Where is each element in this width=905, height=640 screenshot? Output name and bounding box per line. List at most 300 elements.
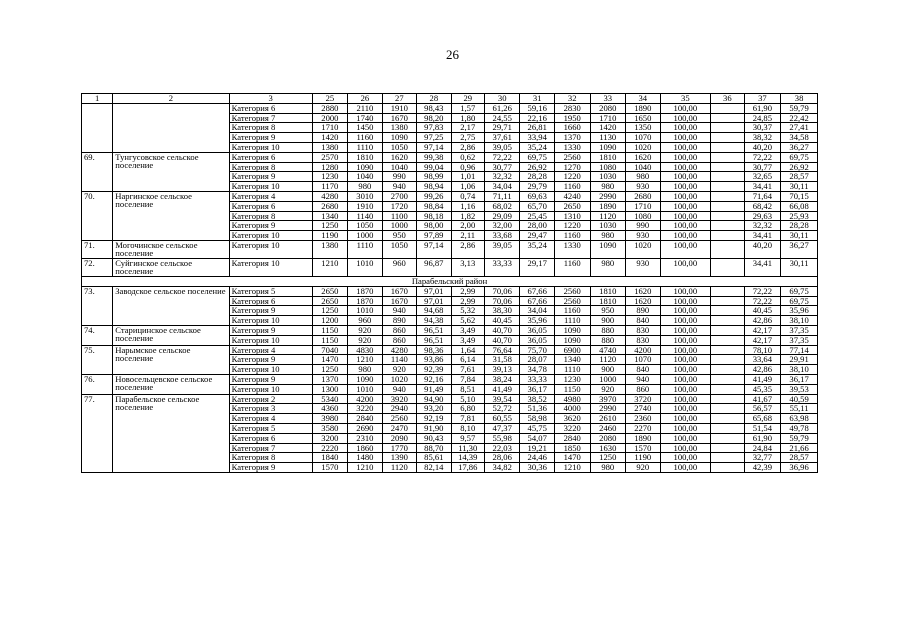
value-cell: 2650 <box>312 296 348 306</box>
value-cell: 1250 <box>312 365 348 375</box>
value-cell: 33,64 <box>744 355 781 365</box>
value-cell: 1150 <box>554 384 590 394</box>
value-cell: 900 <box>590 316 626 326</box>
value-cell: 980 <box>590 258 626 276</box>
value-cell: 1810 <box>590 296 626 306</box>
value-cell: 30,77 <box>484 162 520 172</box>
value-cell: 1160 <box>554 182 590 192</box>
value-cell <box>711 191 744 201</box>
value-cell: 1710 <box>590 113 626 123</box>
value-cell: 3920 <box>382 394 416 404</box>
value-cell: 97,01 <box>417 296 451 306</box>
value-cell: 32,32 <box>484 172 520 182</box>
value-cell: 100,00 <box>660 211 711 221</box>
value-cell: 38,10 <box>781 365 818 375</box>
value-cell: 840 <box>626 316 660 326</box>
value-cell: 30,11 <box>781 182 818 192</box>
value-cell: 100,00 <box>660 365 711 375</box>
value-cell: 1280 <box>312 162 348 172</box>
category-cell: Категория 6 <box>229 296 312 306</box>
value-cell: 38,52 <box>520 394 554 404</box>
value-cell: 96,51 <box>417 325 451 335</box>
value-cell: 17,86 <box>451 463 484 473</box>
value-cell: 96,51 <box>417 335 451 345</box>
value-cell: 100,00 <box>660 182 711 192</box>
value-cell: 1770 <box>382 443 416 453</box>
value-cell: 980 <box>590 463 626 473</box>
settlement-number: 70. <box>82 191 113 240</box>
category-cell: Категория 9 <box>229 306 312 316</box>
value-cell: 5,62 <box>451 316 484 326</box>
value-cell: 7,81 <box>451 414 484 424</box>
value-cell: 1050 <box>348 221 382 231</box>
header-cell: 29 <box>451 94 484 104</box>
value-cell: 27,41 <box>781 123 818 133</box>
value-cell <box>711 258 744 276</box>
value-cell: 890 <box>382 316 416 326</box>
value-cell: 94,38 <box>417 316 451 326</box>
value-cell: 72,22 <box>744 296 781 306</box>
value-cell: 900 <box>590 365 626 375</box>
category-cell: Категория 10 <box>229 365 312 375</box>
value-cell: 1250 <box>312 306 348 316</box>
value-cell <box>711 345 744 355</box>
value-cell: 1,16 <box>451 201 484 211</box>
value-cell <box>711 286 744 296</box>
value-cell: 960 <box>382 258 416 276</box>
value-cell: 1340 <box>312 211 348 221</box>
value-cell: 42,39 <box>744 463 781 473</box>
value-cell <box>711 133 744 143</box>
value-cell: 3980 <box>312 414 348 424</box>
category-cell: Категория 9 <box>229 133 312 143</box>
value-cell: 2360 <box>626 414 660 424</box>
value-cell: 34,82 <box>484 463 520 473</box>
value-cell: 76,64 <box>484 345 520 355</box>
value-cell: 0,74 <box>451 191 484 201</box>
value-cell: 1330 <box>554 142 590 152</box>
table-row <box>82 374 818 384</box>
value-cell: 1,01 <box>451 172 484 182</box>
value-cell: 67,66 <box>520 296 554 306</box>
value-cell: 69,75 <box>781 296 818 306</box>
value-cell: 1300 <box>312 384 348 394</box>
value-cell: 39,53 <box>781 384 818 394</box>
value-cell: 47,37 <box>484 423 520 433</box>
value-cell: 2680 <box>626 191 660 201</box>
value-cell: 33,68 <box>484 231 520 241</box>
value-cell <box>711 414 744 424</box>
value-cell: 45,35 <box>744 384 781 394</box>
value-cell: 880 <box>590 335 626 345</box>
value-cell: 1380 <box>312 240 348 258</box>
value-cell: 860 <box>382 335 416 345</box>
value-cell: 2570 <box>312 152 348 162</box>
value-cell <box>711 423 744 433</box>
value-cell: 100,00 <box>660 325 711 335</box>
value-cell: 4200 <box>348 394 382 404</box>
value-cell <box>711 433 744 443</box>
value-cell: 38,10 <box>781 316 818 326</box>
settlement-number: 71. <box>82 240 113 258</box>
value-cell: 3720 <box>626 394 660 404</box>
value-cell: 92,19 <box>417 414 451 424</box>
value-cell: 49,78 <box>781 423 818 433</box>
value-cell <box>711 325 744 335</box>
value-cell: 100,00 <box>660 191 711 201</box>
value-cell: 1160 <box>348 133 382 143</box>
value-cell: 1090 <box>382 133 416 143</box>
value-cell: 34,41 <box>744 231 781 241</box>
value-cell: 1710 <box>626 201 660 211</box>
value-cell: 22,03 <box>484 443 520 453</box>
value-cell: 56,57 <box>744 404 781 414</box>
value-cell: 2650 <box>312 286 348 296</box>
value-cell: 61,90 <box>744 433 781 443</box>
value-cell: 34,04 <box>520 306 554 316</box>
value-cell: 98,84 <box>417 201 451 211</box>
value-cell: 100,00 <box>660 394 711 404</box>
value-cell: 98,94 <box>417 182 451 192</box>
category-cell: Категория 7 <box>229 443 312 453</box>
settlement-name <box>113 103 229 152</box>
value-cell: 33,33 <box>520 374 554 384</box>
category-cell: Категория 4 <box>229 414 312 424</box>
value-cell: 2090 <box>382 433 416 443</box>
value-cell: 2470 <box>382 423 416 433</box>
value-cell: 1160 <box>554 231 590 241</box>
header-cell: 26 <box>348 94 382 104</box>
header-cell: 36 <box>711 94 744 104</box>
value-cell: 97,14 <box>417 142 451 152</box>
value-cell: 1370 <box>312 374 348 384</box>
value-cell: 2560 <box>554 296 590 306</box>
value-cell: 1630 <box>590 443 626 453</box>
value-cell: 930 <box>626 182 660 192</box>
value-cell: 1000 <box>382 221 416 231</box>
value-cell: 1,82 <box>451 211 484 221</box>
category-cell: Категория 8 <box>229 123 312 133</box>
value-cell: 4740 <box>590 345 626 355</box>
header-cell: 37 <box>744 94 781 104</box>
table-row <box>82 152 818 162</box>
value-cell: 69,75 <box>781 286 818 296</box>
settlement-name: Парабельское сельское поселение <box>113 394 229 472</box>
value-cell: 1080 <box>590 162 626 172</box>
value-cell: 2310 <box>348 433 382 443</box>
value-cell: 36,05 <box>520 325 554 335</box>
value-cell: 100,00 <box>660 355 711 365</box>
table-row <box>82 345 818 355</box>
value-cell: 2990 <box>590 191 626 201</box>
value-cell: 1890 <box>590 201 626 211</box>
value-cell: 99,04 <box>417 162 451 172</box>
value-cell: 1480 <box>348 453 382 463</box>
value-cell: 98,00 <box>417 221 451 231</box>
table-row <box>82 103 818 113</box>
value-cell: 2940 <box>382 404 416 414</box>
value-cell: 28,57 <box>781 453 818 463</box>
settlement-name: Новосельцевское сельское поселение <box>113 374 229 394</box>
value-cell: 2880 <box>312 103 348 113</box>
value-cell: 2080 <box>590 103 626 113</box>
settlement-name: Старицинское сельское поселение <box>113 325 229 345</box>
value-cell: 1620 <box>626 296 660 306</box>
value-cell: 920 <box>348 325 382 335</box>
value-cell: 100,00 <box>660 316 711 326</box>
value-cell: 4360 <box>312 404 348 414</box>
value-cell: 24,46 <box>520 453 554 463</box>
value-cell: 71,11 <box>484 191 520 201</box>
value-cell: 29,79 <box>520 182 554 192</box>
value-cell: 30,37 <box>744 123 781 133</box>
value-cell: 35,96 <box>781 306 818 316</box>
value-cell: 100,00 <box>660 142 711 152</box>
value-cell: 3,13 <box>451 258 484 276</box>
value-cell: 67,66 <box>520 286 554 296</box>
value-cell <box>711 142 744 152</box>
value-cell: 24,85 <box>744 113 781 123</box>
value-cell: 42,17 <box>744 325 781 335</box>
value-cell: 1370 <box>554 133 590 143</box>
category-cell: Категория 9 <box>229 221 312 231</box>
value-cell: 19,21 <box>520 443 554 453</box>
value-cell: 1020 <box>626 142 660 152</box>
value-cell: 2610 <box>590 414 626 424</box>
value-cell: 35,24 <box>520 142 554 152</box>
tariff-table <box>81 93 818 473</box>
value-cell: 42,86 <box>744 316 781 326</box>
value-cell: 90,43 <box>417 433 451 443</box>
settlement-name: Суйгинское сельское поселение <box>113 258 229 276</box>
value-cell: 4830 <box>348 345 382 355</box>
value-cell: 69,75 <box>520 152 554 162</box>
value-cell: 69,63 <box>520 191 554 201</box>
value-cell: 72,22 <box>484 152 520 162</box>
value-cell: 2840 <box>348 414 382 424</box>
value-cell: 26,81 <box>520 123 554 133</box>
value-cell: 72,22 <box>744 286 781 296</box>
value-cell: 1250 <box>312 221 348 231</box>
value-cell: 55,98 <box>484 433 520 443</box>
header-cell: 38 <box>781 94 818 104</box>
value-cell: 1910 <box>382 103 416 113</box>
category-cell: Категория 6 <box>229 103 312 113</box>
value-cell: 22,42 <box>781 113 818 123</box>
value-cell: 1650 <box>626 113 660 123</box>
value-cell: 1110 <box>554 316 590 326</box>
value-cell: 29,09 <box>484 211 520 221</box>
value-cell <box>711 365 744 375</box>
value-cell: 1090 <box>348 162 382 172</box>
value-cell: 30,36 <box>520 463 554 473</box>
settlement-number: 75. <box>82 345 113 374</box>
value-cell: 61,90 <box>744 103 781 113</box>
value-cell: 880 <box>590 325 626 335</box>
value-cell: 980 <box>626 172 660 182</box>
value-cell: 1070 <box>626 355 660 365</box>
value-cell: 38,32 <box>744 133 781 143</box>
value-cell: 930 <box>626 258 660 276</box>
value-cell: 2,86 <box>451 142 484 152</box>
value-cell: 1220 <box>554 221 590 231</box>
value-cell: 77,14 <box>781 345 818 355</box>
value-cell: 97,01 <box>417 286 451 296</box>
value-cell <box>711 240 744 258</box>
value-cell: 68,02 <box>484 201 520 211</box>
value-cell: 60,55 <box>484 414 520 424</box>
value-cell: 920 <box>382 365 416 375</box>
value-cell: 1040 <box>626 162 660 172</box>
value-cell: 100,00 <box>660 443 711 453</box>
value-cell: 65,68 <box>744 414 781 424</box>
value-cell: 1870 <box>348 296 382 306</box>
value-cell: 7040 <box>312 345 348 355</box>
header-cell: 35 <box>660 94 711 104</box>
value-cell: 30,11 <box>781 231 818 241</box>
value-cell: 1150 <box>312 325 348 335</box>
value-cell: 92,16 <box>417 374 451 384</box>
value-cell: 7,61 <box>451 365 484 375</box>
value-cell: 36,05 <box>520 335 554 345</box>
value-cell: 100,00 <box>660 113 711 123</box>
value-cell: 100,00 <box>660 162 711 172</box>
region-row <box>82 276 818 286</box>
settlement-number: 73. <box>82 286 113 325</box>
table-row <box>82 240 818 258</box>
value-cell: 31,58 <box>484 355 520 365</box>
value-cell: 3,49 <box>451 335 484 345</box>
value-cell: 100,00 <box>660 433 711 443</box>
value-cell: 36,96 <box>781 463 818 473</box>
value-cell: 3580 <box>312 423 348 433</box>
value-cell: 39,05 <box>484 240 520 258</box>
value-cell: 1310 <box>554 211 590 221</box>
value-cell: 25,93 <box>781 211 818 221</box>
table-row <box>82 286 818 296</box>
value-cell: 2990 <box>590 404 626 414</box>
value-cell: 1670 <box>382 286 416 296</box>
value-cell: 1070 <box>626 133 660 143</box>
value-cell: 1140 <box>382 355 416 365</box>
value-cell: 100,00 <box>660 172 711 182</box>
value-cell <box>711 463 744 473</box>
value-cell: 1660 <box>554 123 590 133</box>
value-cell: 840 <box>626 365 660 375</box>
value-cell: 100,00 <box>660 123 711 133</box>
value-cell: 100,00 <box>660 103 711 113</box>
value-cell: 39,54 <box>484 394 520 404</box>
value-cell: 1810 <box>590 152 626 162</box>
value-cell: 14,39 <box>451 453 484 463</box>
value-cell: 1120 <box>590 355 626 365</box>
value-cell: 830 <box>626 325 660 335</box>
value-cell: 36,17 <box>781 374 818 384</box>
value-cell: 1620 <box>626 152 660 162</box>
value-cell: 1010 <box>348 258 382 276</box>
value-cell: 22,16 <box>520 113 554 123</box>
value-cell: 25,45 <box>520 211 554 221</box>
value-cell: 1910 <box>348 201 382 211</box>
table-row <box>82 394 818 404</box>
value-cell: 1890 <box>626 103 660 113</box>
value-cell: 59,79 <box>781 433 818 443</box>
category-cell: Категория 8 <box>229 162 312 172</box>
value-cell: 29,63 <box>744 211 781 221</box>
value-cell: 2,99 <box>451 296 484 306</box>
settlement-number: 69. <box>82 152 113 191</box>
value-cell: 4980 <box>554 394 590 404</box>
value-cell: 1010 <box>348 306 382 316</box>
value-cell: 2560 <box>554 286 590 296</box>
value-cell: 1380 <box>382 123 416 133</box>
value-cell: 40,70 <box>484 325 520 335</box>
value-cell: 97,14 <box>417 240 451 258</box>
value-cell: 100,00 <box>660 231 711 241</box>
category-cell: Категория 4 <box>229 345 312 355</box>
value-cell: 100,00 <box>660 404 711 414</box>
value-cell: 1,06 <box>451 182 484 192</box>
settlement-name: Заводское сельское поселение <box>113 286 229 325</box>
value-cell: 98,18 <box>417 211 451 221</box>
value-cell: 33,94 <box>520 133 554 143</box>
category-cell: Категория 6 <box>229 152 312 162</box>
value-cell: 1,80 <box>451 113 484 123</box>
value-cell: 35,24 <box>520 240 554 258</box>
value-cell: 34,41 <box>744 182 781 192</box>
value-cell: 980 <box>348 182 382 192</box>
value-cell: 98,36 <box>417 345 451 355</box>
value-cell: 41,67 <box>744 394 781 404</box>
value-cell: 1080 <box>626 211 660 221</box>
value-cell: 1450 <box>348 123 382 133</box>
value-cell: 1380 <box>312 142 348 152</box>
value-cell: 100,00 <box>660 345 711 355</box>
category-cell: Категория 9 <box>229 325 312 335</box>
table-row <box>82 325 818 335</box>
value-cell: 91,90 <box>417 423 451 433</box>
value-cell: 1570 <box>312 463 348 473</box>
value-cell: 97,83 <box>417 123 451 133</box>
settlement-number: 77. <box>82 394 113 472</box>
value-cell: 99,26 <box>417 191 451 201</box>
value-cell: 1620 <box>626 286 660 296</box>
header-cell: 31 <box>520 94 554 104</box>
value-cell: 39,13 <box>484 365 520 375</box>
value-cell: 5,10 <box>451 394 484 404</box>
value-cell <box>711 306 744 316</box>
value-cell: 92,39 <box>417 365 451 375</box>
value-cell: 1000 <box>590 374 626 384</box>
value-cell: 41,49 <box>484 384 520 394</box>
value-cell: 1840 <box>312 453 348 463</box>
value-cell: 29,47 <box>520 231 554 241</box>
value-cell: 3620 <box>554 414 590 424</box>
value-cell: 1210 <box>554 463 590 473</box>
value-cell: 2,86 <box>451 240 484 258</box>
value-cell: 100,00 <box>660 453 711 463</box>
value-cell: 5340 <box>312 394 348 404</box>
settlement-number: 72. <box>82 258 113 276</box>
header-cell: 2 <box>113 94 229 104</box>
value-cell: 29,71 <box>484 123 520 133</box>
value-cell: 1190 <box>626 453 660 463</box>
category-cell: Категория 6 <box>229 433 312 443</box>
header-cell: 25 <box>312 94 348 104</box>
value-cell: 3010 <box>348 191 382 201</box>
settlement-number <box>82 103 113 152</box>
value-cell: 28,07 <box>520 355 554 365</box>
